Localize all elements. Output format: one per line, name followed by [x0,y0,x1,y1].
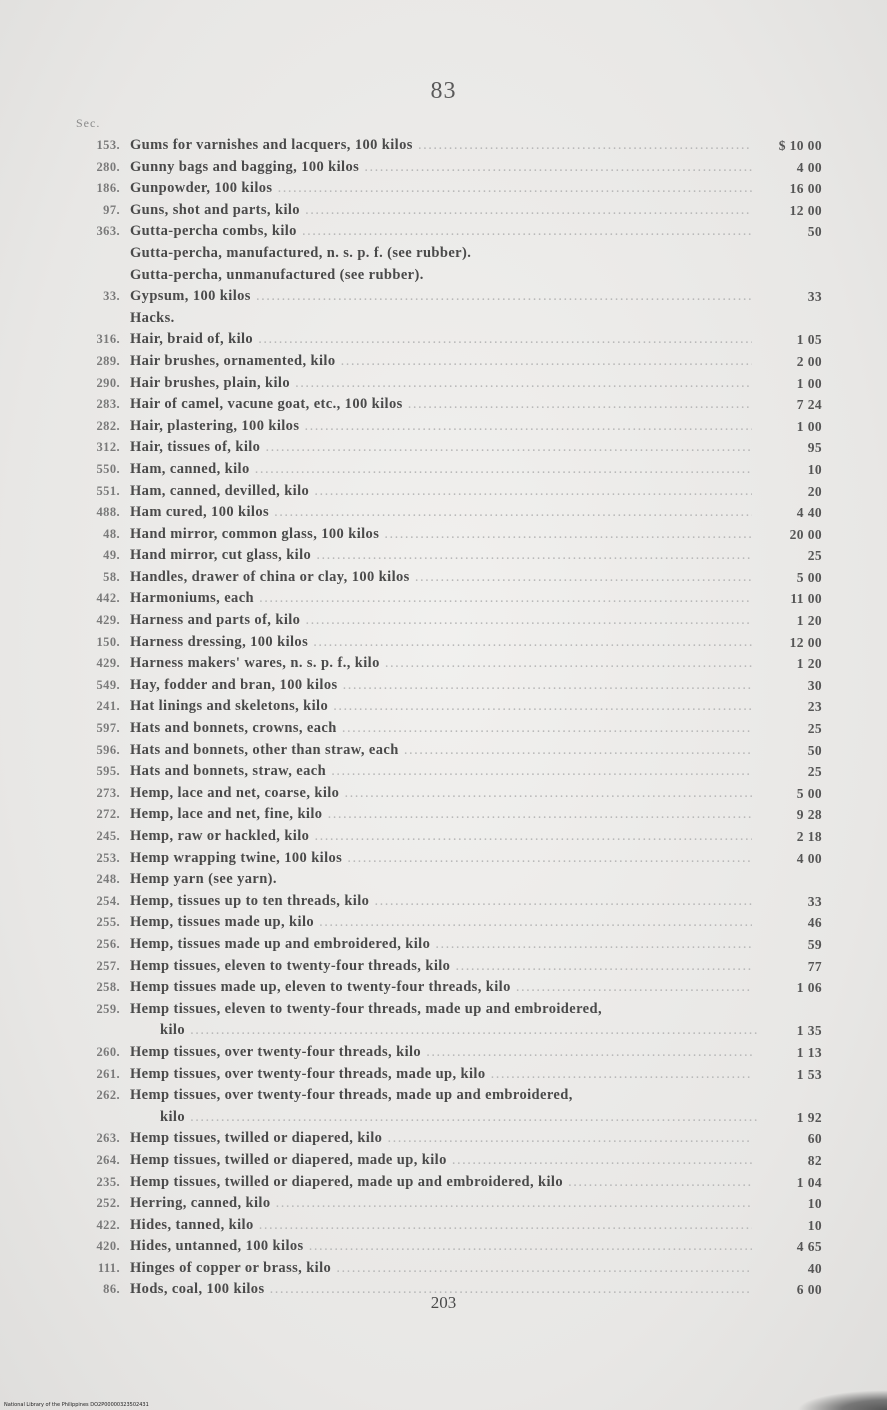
tariff-entry-row [0,912,887,934]
tariff-entry-row [0,178,887,200]
duty-rate: 60 [807,1131,822,1147]
item-description: Gypsum, 100 kilos ..... [130,286,752,308]
tariff-entry-row [0,588,887,610]
item-description: Gunny bags and bagging, 100 kilos ..... [130,157,752,179]
item-description: Hand mirror, cut glass, kilo ..... [130,545,752,567]
tariff-entry-row [0,761,887,783]
duty-rate: 10 [807,1196,822,1212]
section-number: 595. [96,764,120,779]
tariff-entry-row [0,200,887,222]
section-number: 596. [96,742,120,757]
item-description: Hat linings and skeletons, kilo ..... [130,696,752,718]
section-number: 260. [96,1044,120,1059]
section-number: 254. [96,893,120,908]
tariff-entry-list [0,135,887,1301]
item-description: Hemp yarn (see yarn). [130,871,277,888]
section-number: 429. [96,656,120,671]
tariff-entry-row [0,1128,887,1150]
duty-rate: 59 [807,936,822,952]
tariff-entry-row [0,1236,887,1258]
item-description: Harness dressing, 100 kilos ..... [130,632,752,654]
section-number: 550. [96,461,120,476]
duty-rate: 50 [807,742,822,758]
section-number: 258. [96,980,120,995]
item-description: Hemp, lace and net, fine, kilo ..... [130,804,752,826]
duty-rate: 5 00 [796,569,822,585]
tariff-entry-row [0,1150,887,1172]
section-number: 97. [103,202,120,217]
tariff-entry-row [0,1215,887,1237]
duty-rate: 1 04 [796,1174,822,1190]
item-description-line: Hemp tissues, over twenty-four threads, made up and embroidered, [130,1087,573,1104]
item-description: Gutta-percha combs, kilo ..... [130,221,752,243]
tariff-entry-row [0,329,887,351]
item-description: Hair, tissues of, kilo ..... [130,437,752,459]
item-description: Hemp, tissues made up, kilo ..... [130,912,752,934]
scan-credit: National Library of the Philippines DO2P00000323502431 [4,1402,149,1408]
tariff-entry-row [0,848,887,870]
tariff-entry-row [0,1085,887,1128]
section-number: 264. [96,1152,120,1167]
item-description: Hand mirror, common glass, 100 kilos ..... [130,524,752,546]
item-description: Herring, canned, kilo ..... [130,1193,752,1215]
duty-rate: 46 [807,915,822,931]
item-description [130,1085,759,1128]
section-number: 442. [96,591,120,606]
tariff-entry-row [0,567,887,589]
section-number: 280. [96,159,120,174]
section-number: 263. [96,1131,120,1146]
section-number: 241. [96,699,120,714]
duty-rate: 16 00 [789,181,822,197]
duty-rate: 50 [807,224,822,240]
item-description: Hair, plastering, 100 kilos ..... [130,416,752,438]
section-number: 429. [96,613,120,628]
item-description: Hacks. [130,309,175,326]
item-description: Harmoniums, each ..... [130,588,752,610]
tariff-entry-row [0,1064,887,1086]
tariff-entry-row [0,740,887,762]
duty-rate: 25 [807,764,822,780]
duty-rate: 10 [807,461,822,477]
duty-rate: 2 18 [796,829,822,844]
section-number: 420. [96,1239,120,1254]
item-description: Hemp tissues, twilled or diapered, made up and embroidered, kilo ..... [130,1172,752,1194]
duty-rate: 1 00 [796,418,822,434]
tariff-entry-row [0,1172,887,1194]
tariff-entry-row [0,956,887,978]
item-description [130,999,759,1042]
section-number: 283. [96,397,120,412]
duty-rate: 4 00 [796,850,822,866]
section-number: 253. [96,850,120,865]
tariff-entry-row [0,826,887,848]
item-description: Ham, canned, kilo ..... [130,459,752,481]
section-number: 259. [96,1001,120,1016]
tariff-entry-row [0,265,887,287]
tariff-entry-row [0,459,887,481]
section-number: 262. [96,1088,120,1103]
tariff-entry-row [0,135,887,157]
duty-rate: 25 [807,548,822,564]
section-number: 58. [103,569,120,584]
item-description: Hay, fodder and bran, 100 kilos ..... [130,675,752,697]
duty-rate: 20 00 [789,526,822,542]
section-number: 282. [96,418,120,433]
tariff-entry-row [0,545,887,567]
item-description: Hemp wrapping twine, 100 kilos ..... [130,848,752,870]
section-number: 273. [96,785,120,800]
section-column-header: Sec. [76,116,101,130]
item-description-continuation: kilo ..... [130,1020,759,1042]
tariff-entry-row [0,1193,887,1215]
item-description: Harness makers' wares, n. s. p. f., kilo ..... [130,653,752,675]
tariff-entry-row [0,977,887,999]
item-description: Gums for varnishes and lacquers, 100 kilos ..... [130,135,752,157]
tariff-entry-row [0,373,887,395]
section-number: 549. [96,677,120,692]
duty-rate: 23 [807,699,822,715]
item-description: Hemp tissues, eleven to twenty-four threads, kilo ..... [130,956,752,978]
scan-corner-shadow [797,1390,887,1410]
tariff-entry-row [0,1258,887,1280]
item-description: Harness and parts of, kilo ..... [130,610,752,632]
duty-rate: 7 24 [796,397,822,413]
duty-rate: 2 00 [796,353,822,369]
item-description: Gunpowder, 100 kilos ..... [130,178,752,200]
duty-rate: 33 [807,893,822,909]
tariff-entry-row [0,696,887,718]
item-description: Gutta-percha, manufactured, n. s. p. f. (see rubber). [130,244,472,261]
tariff-entry-row [0,610,887,632]
tariff-entry-row [0,632,887,654]
duty-rate: 77 [807,958,822,974]
section-number: 257. [96,958,120,973]
item-description: Hemp, tissues made up and embroidered, kilo ..... [130,934,752,956]
item-description: Hemp, tissues up to ten threads, kilo ..... [130,891,752,913]
tariff-entry-row [0,416,887,438]
duty-rate: 12 00 [789,202,822,218]
tariff-entry-row [0,1042,887,1064]
duty-rate: 1 35 [796,1023,822,1039]
section-number: 256. [96,936,120,951]
item-description: Ham, canned, devilled, kilo ..... [130,481,752,503]
item-description: Hair, braid of, kilo ..... [130,329,752,351]
duty-rate: 4 00 [796,159,822,175]
tariff-entry-row [0,718,887,740]
tariff-entry-row [0,675,887,697]
section-number: 33. [103,289,120,304]
section-number: 312. [96,440,120,455]
section-number: 49. [103,548,120,563]
duty-rate: 5 00 [796,785,822,801]
item-description: Hides, tanned, kilo ..... [130,1215,752,1237]
tariff-entry-row [0,891,887,913]
duty-rate: 11 00 [790,591,822,607]
section-number: 597. [96,721,120,736]
section-number: 86. [103,1282,120,1297]
section-number: 289. [96,353,120,368]
tariff-entry-row [0,394,887,416]
section-number: 316. [96,332,120,347]
tariff-entry-row [0,437,887,459]
item-description: Hemp tissues, twilled or diapered, made up, kilo ..... [130,1150,752,1172]
section-number: 551. [96,483,120,498]
section-number: 422. [96,1217,120,1232]
item-description: Hats and bonnets, other than straw, each ..... [130,740,752,762]
section-number: 245. [96,829,120,843]
item-description: Hair brushes, plain, kilo ..... [130,373,752,395]
duty-rate: 4 40 [796,505,822,521]
item-description: Guns, shot and parts, kilo ..... [130,200,752,222]
duty-rate: 12 00 [789,634,822,650]
item-description: Hair brushes, ornamented, kilo ..... [130,351,752,373]
tariff-entry-row [0,869,887,891]
section-number: 248. [96,872,120,887]
section-number: 272. [96,807,120,822]
footer-page-number: 203 [430,1293,457,1312]
item-description: Hides, untanned, 100 kilos ..... [130,1236,752,1258]
item-description: Hats and bonnets, straw, each ..... [130,761,752,783]
item-description-continuation: kilo ..... [130,1107,759,1129]
duty-rate: 6 00 [796,1282,822,1298]
duty-rate: 10 [807,1217,822,1233]
section-number: 290. [96,375,120,390]
tariff-entry-row [0,157,887,179]
duty-rate: 25 [807,721,822,737]
section-number: 111. [97,1260,120,1275]
tariff-entry-row [0,308,887,330]
duty-rate: 95 [807,440,822,456]
item-description: Hemp, lace and net, coarse, kilo ..... [130,783,752,805]
section-number: 488. [96,505,120,520]
duty-rate: 40 [807,1260,822,1276]
item-description: Hemp tissues made up, eleven to twenty-four threads, kilo ..... [130,977,752,999]
item-description-line: Hemp tissues, eleven to twenty-four threads, made up and embroidered, [130,1000,602,1017]
tariff-entry-row [0,502,887,524]
duty-rate: 9 28 [796,807,822,823]
section-number: 252. [96,1196,120,1211]
tariff-entry-row [0,934,887,956]
section-number: 363. [96,224,120,239]
duty-rate: 1 20 [796,613,822,629]
duty-rate: 1 06 [796,980,822,996]
tariff-entry-row [0,286,887,308]
item-description: Handles, drawer of china or clay, 100 kilos ..... [130,567,752,589]
duty-rate: 1 92 [796,1109,822,1125]
duty-rate: 1 00 [796,375,822,391]
tariff-entry-row [0,243,887,265]
tariff-entry-row [0,524,887,546]
section-number: 48. [103,526,120,541]
duty-rate: 82 [807,1152,822,1168]
item-description: Hods, coal, 100 kilos ..... [130,1279,752,1301]
section-number: 261. [96,1066,120,1081]
item-description: Ham cured, 100 kilos ..... [130,502,752,524]
section-number: 255. [96,915,120,930]
duty-rate: 4 65 [796,1239,822,1255]
tariff-entry-row [0,481,887,503]
tariff-entry-row [0,653,887,675]
tariff-entry-row [0,804,887,826]
duty-rate: 33 [807,289,822,305]
tariff-entry-row [0,783,887,805]
duty-rate: 1 13 [796,1044,822,1060]
item-description: Hemp, raw or hackled, kilo ..... [130,826,752,848]
item-description: Hemp tissues, over twenty-four threads, made up, kilo ..... [130,1064,752,1086]
item-description: Hemp tissues, twilled or diapered, kilo ..... [130,1128,752,1150]
section-number: 235. [96,1174,120,1189]
item-description: Hats and bonnets, crowns, each ..... [130,718,752,740]
tariff-entry-row [0,221,887,243]
section-number: 153. [96,138,120,152]
duty-rate: $ 10 00 [778,138,822,153]
page-number: 83 [430,78,457,104]
duty-rate: 30 [807,677,822,693]
section-number: 150. [96,634,120,649]
duty-rate: 1 20 [796,656,822,672]
tariff-entry-row [0,999,887,1042]
section-number: 186. [96,181,120,196]
item-description: Hemp tissues, over twenty-four threads, kilo ..... [130,1042,752,1064]
duty-rate: 20 [807,483,822,499]
tariff-entry-row [0,351,887,373]
item-description: Hinges of copper or brass, kilo ..... [130,1258,752,1280]
duty-rate: 1 05 [796,332,822,348]
duty-rate: 1 53 [796,1066,822,1082]
item-description: Hair of camel, vacune goat, etc., 100 kilos ..... [130,394,752,416]
item-description: Gutta-percha, unmanufactured (see rubber). [130,266,424,283]
